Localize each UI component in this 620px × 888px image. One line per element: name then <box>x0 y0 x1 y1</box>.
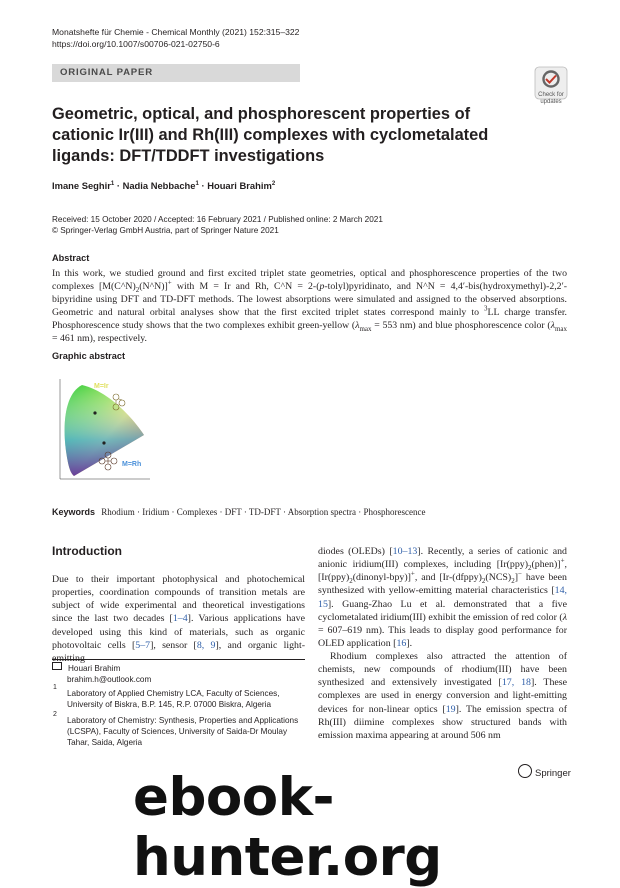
text-segment: diodes (OLEDs) [ <box>318 546 393 557</box>
text-segment: ]. Guang-Zhao Lu et al. demonstrated that a five cyclometalated iridium(III) exhibit the emission of red color ( <box>318 598 567 623</box>
text-segment: ], sensor [ <box>150 639 197 651</box>
author-affiliation-mark: 2 <box>271 180 276 187</box>
author-list <box>52 180 275 191</box>
check-label-line1: Check for <box>538 92 564 98</box>
introduction-heading: Introduction <box>52 544 122 558</box>
text-segment: ], and organic light-emitting <box>52 639 306 664</box>
intro-paragraph-1 <box>52 573 305 665</box>
text-segment: have been synthesized with yellow-emitting material characteristics [ <box>318 572 567 597</box>
dates-line: Received: 15 October 2020 / Accepted: 16 February 2021 / Published online: 2 March 2021 <box>52 215 383 224</box>
text-segment: ]. Recently, a series of cationic and anionic iridium(III) complexes, including [Ir(ppy) <box>318 546 567 571</box>
journal-line: Monatshefte für Chemie - Chemical Monthly (2021) 152:315–322 <box>52 27 300 37</box>
watermark-text: ebook-hunter.org <box>133 767 442 888</box>
text-segment: (NCS) <box>485 572 512 584</box>
affiliation-text: Laboratory of Chemistry: Synthesis, Properties and Applications (LCSPA), Faculty of Sciences, University of Saida-Dr Moulay Tahar, Saida, Algeria <box>67 716 299 747</box>
subscript: max <box>554 325 567 334</box>
superscript: + <box>560 556 565 565</box>
text-segment: ]. Various applications have developed using this kind of materials, such as organic photovoltaic cells [ <box>52 613 306 651</box>
abstract-heading: Abstract <box>52 253 90 263</box>
abstract-segment: -tolyl)pyridinato, and N^N = 4,4′-bis(hydroxymethyl)-2,2′-bipyridine using DFT and TD-DFT methods. The lowest absorptions were simulated and assigned to the observed absorptions. Geometric and natural orbital analyses show that the first excited triplet states correspond mainly to <box>52 281 567 319</box>
subscript: 2 <box>349 577 353 586</box>
subscript: 2 <box>481 577 486 586</box>
subscript: 2 <box>511 577 515 586</box>
author-name[interactable]: Imane Seghir <box>52 180 111 191</box>
lambda-symbol: λ <box>550 320 555 332</box>
superscript: + <box>410 570 415 579</box>
envelope-icon <box>52 662 62 670</box>
section-label: ORIGINAL PAPER <box>60 67 153 78</box>
publisher-name: Springer <box>535 768 571 779</box>
intro-paragraph-3 <box>318 650 567 742</box>
check-label-line2: updates <box>540 99 562 105</box>
superscript: + <box>167 278 172 287</box>
correspondence-block <box>52 662 151 685</box>
reference-link[interactable]: 1–4 <box>172 613 188 625</box>
abstract-segment: LL charge transfer. Phosphorescence study shows that the two complexes exhibit green-yellow ( <box>52 307 567 332</box>
text-segment: ]. The emission spectra of Rh(III) diimine complexes show structured bands with emission maxima appearing at around 506 nm <box>318 703 567 741</box>
abstract-segment: In this work, we studied ground and first excited triplet state geometries, optical and phosphorescence properties of the two complexes [M(C^N) <box>52 268 567 293</box>
abstract-segment: with M = Ir and Rh, C^N = 2-( <box>171 281 320 293</box>
superscript: − <box>518 570 522 579</box>
text-segment: (phen)] <box>531 559 561 571</box>
text-segment: Due to their important photophysical and photochemical properties, coordination compounds of transition metals are subject of wide experimental and theoretical investigations since the last two decades [ <box>52 574 305 625</box>
rh-label: M=Rh <box>122 461 142 468</box>
superscript: 3 <box>484 305 488 314</box>
reference-link[interactable]: 10–13 <box>392 546 418 557</box>
text-segment: ]. These complexes are used in energy conversion and light-emitting devices for non-linear optics [ <box>318 677 567 715</box>
author-affiliation-mark: 1 <box>195 180 199 187</box>
text-segment: Rhodium complexes also attracted the attention of chemists, new compounds of rhodium(III) have been synthesized and extensively investigated [ <box>318 651 567 689</box>
reference-link[interactable]: 14, 15 <box>318 585 567 610</box>
corresponding-email[interactable]: brahim.h@outlook.com <box>67 675 152 684</box>
abstract-segment: = 461 nm), respectively. <box>52 333 147 345</box>
journal-citation <box>52 26 299 50</box>
footnote-divider <box>52 659 305 660</box>
text-segment: ]. <box>406 638 413 650</box>
check-for-updates-label[interactable] <box>529 92 573 106</box>
author-affiliation-mark: 1 <box>110 180 115 187</box>
affiliation-2: 2 Laboratory of Chemistry: Synthesis, Properties and Applications (LCSPA), Faculty of Sciences, University of Saida-Dr Moulay Tahar, Saida, Algeria <box>53 711 299 747</box>
graphic-abstract-image <box>52 373 152 488</box>
doi-link[interactable]: https://doi.org/10.1007/s00706-021-02750-6 <box>52 39 220 49</box>
author-separator: · <box>201 180 208 191</box>
text-segment: ] <box>514 572 519 584</box>
lambda-symbol: λ <box>562 611 567 623</box>
abstract-text <box>52 267 567 346</box>
intro-paragraph-2 <box>318 545 567 650</box>
section-label-bar <box>52 64 300 82</box>
abstract-segment: = 553 nm) and blue phosphorescence color ( <box>371 320 551 332</box>
abstract-segment: p <box>319 281 325 293</box>
author-name[interactable]: Houari Brahim <box>207 180 272 191</box>
reference-link[interactable]: 17, 18 <box>501 677 531 689</box>
abstract-segment: (N^N)] <box>139 281 168 293</box>
text-segment: , [Ir(ppy) <box>318 559 567 584</box>
ir-label: M=Ir <box>94 383 109 390</box>
text-segment: , and [Ir-(dfppy) <box>414 572 482 584</box>
reference-link[interactable]: 5–7 <box>135 639 151 651</box>
author-name[interactable]: Nadia Nebbache <box>122 180 196 191</box>
affiliation-1: 1 Laboratory of Applied Chemistry LCA, Faculty of Sciences, University of Biskra, B.P. 145, R.P. 07000 Biskra, Algeria <box>53 684 280 709</box>
reference-link[interactable]: 8, 9 <box>196 639 216 651</box>
keywords-text: Rhodium · Iridium · Complexes · DFT · TD-DFT · Absorption spectra · Phosphorescence <box>101 507 426 517</box>
keywords-label: Keywords <box>52 507 96 517</box>
copyright-line: © Springer-Verlag GmbH Austria, part of Springer Nature 2021 <box>52 226 279 235</box>
author-separator: · <box>116 180 123 191</box>
lambda-symbol: λ <box>355 320 360 332</box>
graphic-abstract-heading: Graphic abstract <box>52 351 126 361</box>
publication-dates <box>52 214 383 236</box>
corresponding-author: Houari Brahim <box>68 664 121 673</box>
subscript: 2 <box>135 286 140 295</box>
keywords-line <box>52 507 425 517</box>
affiliation-text: Laboratory of Applied Chemistry LCA, Faculty of Sciences, University of Biskra, B.P. 145, R.P. 07000 Biskra, Algeria <box>67 689 280 709</box>
reference-link[interactable]: 19 <box>445 703 456 715</box>
subscript: 2 <box>528 564 532 573</box>
text-segment: = 607–619 nm). This leads to display good performance for OLED application [ <box>318 624 567 650</box>
reference-link[interactable]: 16 <box>396 638 407 650</box>
subscript: max <box>359 325 372 334</box>
text-segment: ] <box>407 572 411 584</box>
text-segment: (dinonyl-bpy) <box>352 572 408 584</box>
paper-title: Geometric, optical, and phosphorescent properties of cationic Ir(III) and Rh(III) complexes with cyclometalated ligands: DFT/TDDFT investigations <box>52 105 489 165</box>
